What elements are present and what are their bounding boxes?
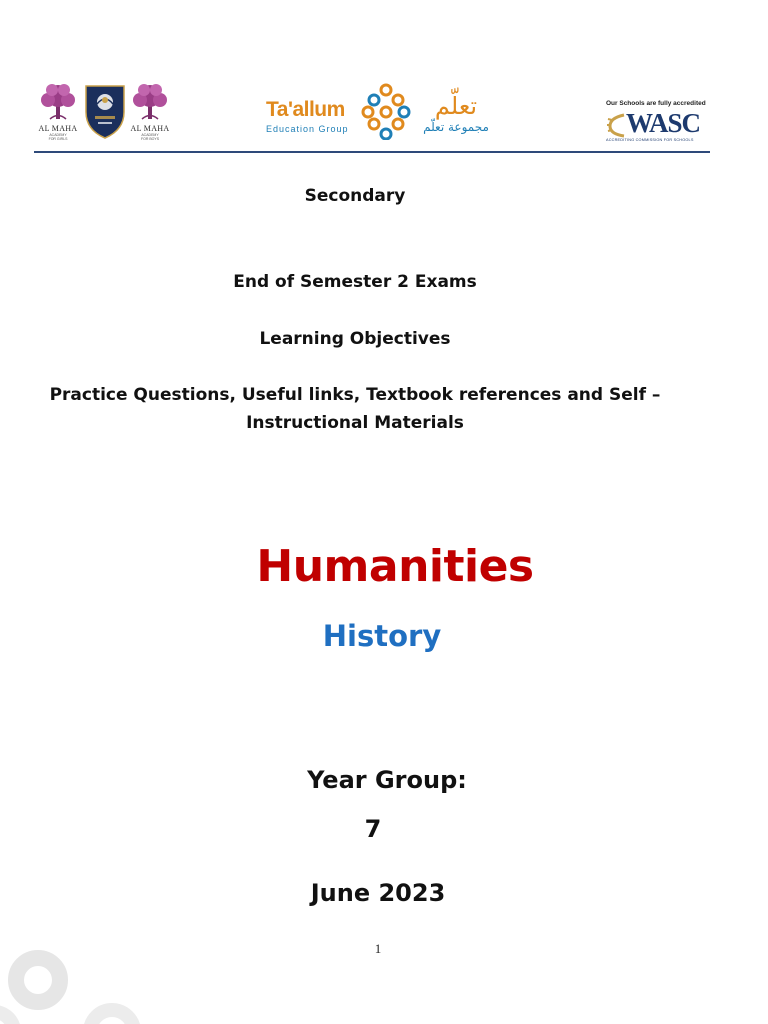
year-group-label: Year Group:	[307, 766, 467, 794]
taallum-logo-name: Ta'allum	[266, 98, 345, 121]
taallum-arabic-name: تعلّم	[434, 92, 478, 120]
tree-icon	[36, 82, 80, 120]
page-number: 1	[374, 941, 382, 956]
header-divider	[34, 151, 710, 153]
al-maha-girls-tiny-2: FOR GIRLS	[48, 137, 68, 141]
letterhead	[34, 80, 710, 152]
shield-icon	[84, 82, 126, 140]
school-crest-logo	[84, 82, 126, 144]
watermark-flower-icon	[0, 936, 170, 1024]
al-maha-boys-tiny-2: FOR BOYS	[140, 137, 160, 141]
objectives-heading: Learning Objectives	[259, 329, 451, 349]
al-maha-boys-name: AL MAHA	[130, 124, 170, 133]
wasc-logo-subtitle: ACCREDITING COMMISSION FOR SCHOOLS	[606, 138, 694, 142]
taallum-logo-subtitle: Education Group	[266, 124, 349, 134]
taallum-flower-icon	[360, 82, 412, 140]
tree-icon	[128, 82, 172, 120]
date-text: June 2023	[310, 879, 446, 907]
taallum-arabic-subtitle: مجموعة تعلّم	[423, 120, 489, 134]
materials-line-2: Instructional Materials	[246, 413, 464, 433]
level-heading: Secondary	[304, 186, 406, 206]
al-maha-girls-name: AL MAHA	[38, 124, 78, 133]
al-maha-girls-logo	[34, 82, 82, 141]
wasc-logo-name: WASC	[626, 108, 701, 138]
al-maha-boys-logo	[126, 82, 174, 141]
laurel-icon	[606, 112, 628, 138]
materials-line-1: Practice Questions, Useful links, Textbook references and Self –	[49, 385, 661, 405]
exam-heading: End of Semester 2 Exams	[233, 272, 477, 292]
subject-title: Humanities	[256, 541, 534, 592]
al-maha-boys-tiny-1: ACADEMY	[141, 133, 159, 137]
wasc-accredited-text: Our Schools are fully accredited	[606, 100, 706, 107]
subsubject-title: History	[322, 619, 442, 653]
year-group-value: 7	[364, 815, 382, 843]
al-maha-girls-tiny-1: ACADEMY	[49, 133, 67, 137]
